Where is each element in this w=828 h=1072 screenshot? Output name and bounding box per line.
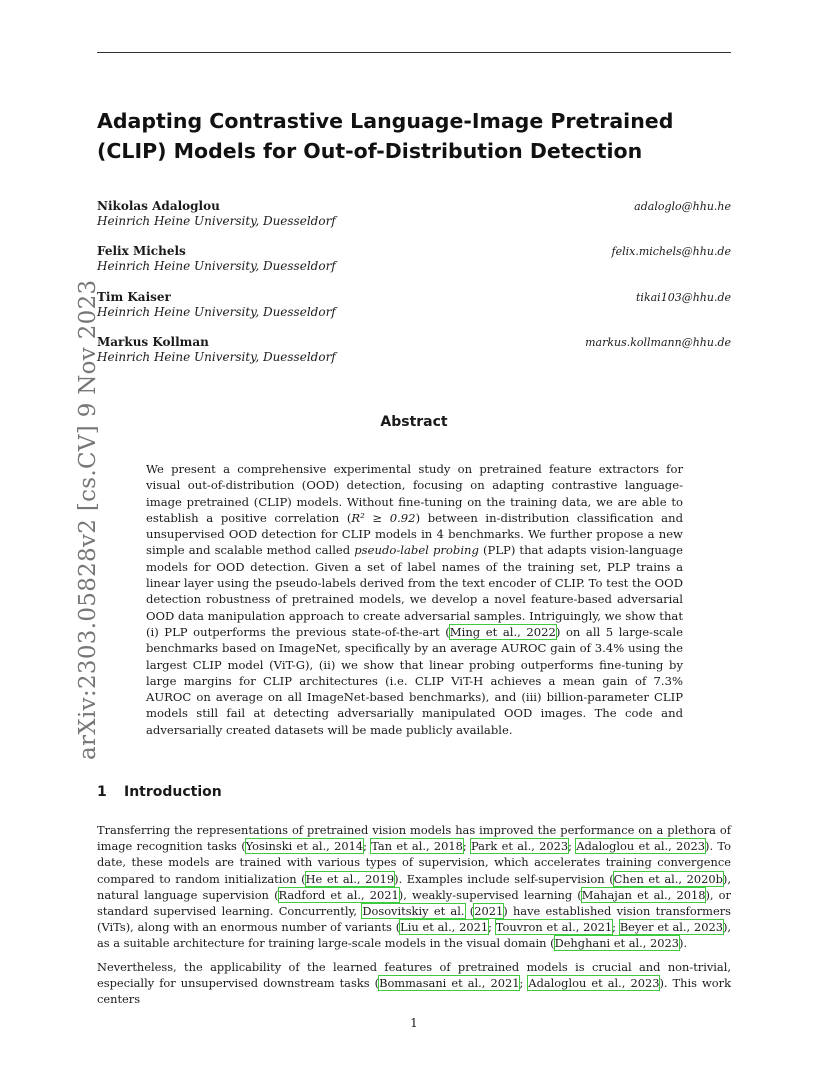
arxiv-identifier: arXiv:2303.05828v2 [cs.CV] 9 Nov 2023	[75, 279, 101, 760]
author-email: adaloglo@hhu.he	[634, 200, 731, 213]
author-block	[97, 244, 731, 274]
arxiv-sidebar	[22, 279, 101, 760]
paper-title: Adapting Contrastive Language-Image Pretrained (CLIP) Models for Out-of-Distribution Detection	[97, 109, 674, 163]
author-affiliation: Heinrich Heine University, Duesseldorf	[97, 214, 336, 228]
citation-link[interactable]: Park et al., 2023	[471, 839, 569, 854]
author-email: felix.michels@hhu.de	[611, 245, 731, 258]
citation-link[interactable]: Touvron et al., 2021	[495, 920, 613, 935]
author-block	[97, 199, 731, 229]
citation-link[interactable]: Chen et al., 2020b	[613, 871, 723, 886]
author-name: Nikolas Adaloglou	[97, 199, 220, 213]
author-name: Tim Kaiser	[97, 290, 171, 304]
author-name: Felix Michels	[97, 244, 186, 258]
citation-link[interactable]: Liu et al., 2021	[400, 920, 489, 935]
citation-link[interactable]: He et al., 2019	[305, 871, 395, 886]
citation-link[interactable]: Bommasani et al., 2021	[379, 976, 520, 991]
intro-paragraph-1: Transferring the representations of pretrained vision models has improved the performance on a plethora of image recognition tasks (Yosinski et al., 2014; Tan et al., 2018; Park et al., 2023; Adaloglou et al., 2023). To date, these models are trained with various types of supervision, which accelerates training convergence compared to random initialization (He et al., 2019). Examples include self-supervision (Chen et al., 2020b), natural language supervision (Radford et al., 2021), weakly-supervised learning (Mahajan et al., 2018), or standard supervised learning. Concurrently, Dosovitskiy et al. (2021) have established vision transformers (ViTs), along with an enormous number of variants (Liu et al., 2021; Touvron et al., 2021; Beyer et al., 2023), as a suitable architecture for training large-scale models in the visual domain (Dehghani et al., 2023).	[97, 823, 732, 951]
author-name: Markus Kollman	[97, 335, 209, 349]
citation-link[interactable]: Adaloglou et al., 2023	[576, 839, 706, 854]
page-number: 1	[410, 1016, 418, 1030]
author-block	[97, 335, 731, 365]
citation-link[interactable]: Dehghani et al., 2023	[554, 936, 680, 951]
section-heading	[97, 784, 222, 800]
author-affiliation: Heinrich Heine University, Duesseldorf	[97, 305, 336, 319]
citation-link[interactable]: Yosinski et al., 2014	[245, 839, 364, 854]
header-rule	[97, 52, 731, 53]
author-email: tikai103@hhu.de	[636, 291, 731, 304]
citation-link[interactable]: 2021	[474, 904, 504, 919]
abstract-heading: Abstract	[380, 414, 448, 430]
citation-link[interactable]: Radford et al., 2021	[278, 887, 399, 902]
r-squared-value: R² ≥ 0.92	[351, 510, 416, 525]
method-name: pseudo-label probing	[354, 543, 479, 558]
citation-link[interactable]: Mahajan et al., 2018	[581, 887, 706, 902]
author-affiliation: Heinrich Heine University, Duesseldorf	[97, 259, 336, 273]
author-email: markus.kollmann@hhu.de	[585, 336, 731, 349]
citation-link[interactable]: Adaloglou et al., 2023	[528, 976, 660, 991]
intro-paragraph-2: Nevertheless, the applicability of the learned features of pretrained models is crucial and non-trivial, especially for unsupervised downstream tasks (Bommasani et al., 2021; Adaloglou et al., 2023). This work centers	[97, 960, 731, 1007]
section-number: 1	[97, 784, 107, 800]
citation-link[interactable]: Ming et al., 2022	[449, 624, 556, 639]
citation-link[interactable]: Beyer et al., 2023	[619, 920, 723, 935]
author-affiliation: Heinrich Heine University, Duesseldorf	[97, 350, 336, 364]
citation-link[interactable]: Dosovitskiy et al.	[362, 904, 465, 919]
author-block	[97, 290, 731, 320]
section-title: Introduction	[124, 784, 222, 800]
abstract-text: We present a comprehensive experimental study on pretrained feature extractors for visual out-of-distribution (OOD) detection, focusing on adapting contrastive language-image pretrained (CLIP) models. Without fine-tuning on the training data, we are able to establish a positive correlation (R² ≥ 0.92) between in-distribution classification and unsupervised OOD detection for CLIP models in 4 benchmarks. We further propose a new simple and scalable method called pseudo-label probing (PLP) that adapts vision-language models for OOD detection. Given a set of label names of the training set, PLP trains a linear layer using the pseudo-labels derived from the text encoder of CLIP. To test the OOD detection robustness of pretrained models, we develop a novel feature-based adversarial OOD data manipulation approach to create adversarial samples. Intriguingly, we show that (i) PLP outperforms the previous state-of-the-art (Ming et al., 2022) on all 5 large-scale benchmarks based on ImageNet, specifically by an average AUROC gain of 3.4% using the largest CLIP model (ViT-G), (ii) we show that linear probing outperforms fine-tuning by large margins for CLIP architectures (i.e. CLIP ViT-H achieves a mean gain of 7.3% AUROC on average on all ImageNet-based benchmarks), and (iii) billion-parameter CLIP models still fail at detecting adversarially manipulated OOD images. The code and adversarially created datasets will be made publicly available.	[146, 462, 684, 737]
citation-link[interactable]: Tan et al., 2018	[371, 839, 463, 854]
